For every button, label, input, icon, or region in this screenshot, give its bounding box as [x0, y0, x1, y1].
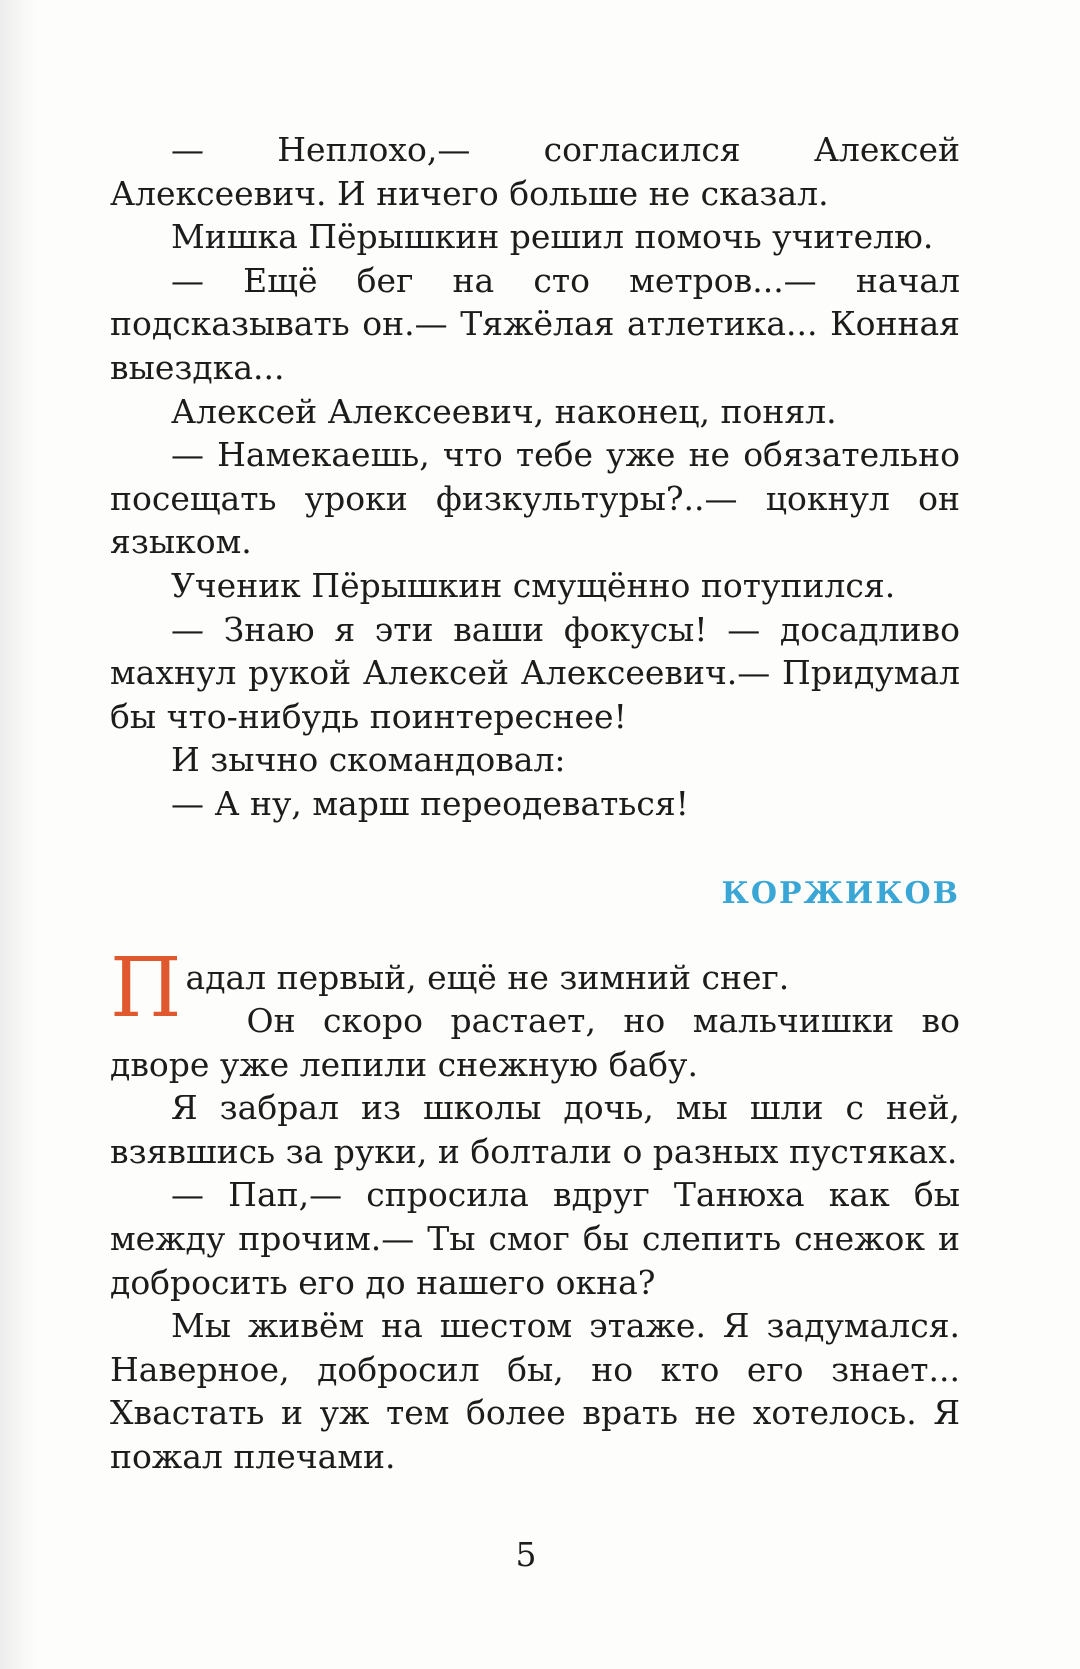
paragraph: Мишка Пёрышкин решил помочь учителю.: [171, 217, 934, 257]
paragraph: Я забрал из школы дочь, мы шли с ней, взявшись за руки, и болтали о разных пустяках.: [110, 1088, 960, 1171]
first-paragraph-text: адал первый, ещё не зимний снег.: [185, 957, 790, 997]
paragraph: — Ещё бег на сто метров...— начал подсказывать он.— Тяжёлая атлетика... Конная выездка...: [110, 260, 960, 387]
paragraph: — А ну, марш переодеваться!: [171, 783, 689, 823]
paragraph: Алексей Алексеевич, наконец, понял.: [171, 391, 837, 431]
paragraph: — Намекаешь, что тебе уже не обязательно посещать уроки физкультуры?..— цокнул он языком.: [110, 435, 960, 562]
chapter-title: КОРЖИКОВ: [721, 875, 960, 911]
page-number: 5: [515, 1535, 537, 1574]
paragraph: Ученик Пёрышкин смущённо потупился.: [171, 565, 896, 605]
paragraph: — Неплохо,— согласился Алексей Алексеевич. И ничего больше не сказал.: [110, 130, 960, 213]
first-paragraph: [110, 940, 960, 1036]
page-text: [110, 128, 960, 1479]
paragraph: — Знаю я эти ваши фокусы! — досадливо махнул рукой Алексей Алексеевич.— Придумал бы что-нибудь поинтереснее!: [110, 609, 960, 736]
spine-shadow: [0, 0, 38, 1669]
drop-cap: П: [110, 940, 182, 1036]
paragraph: Он скоро растает, но мальчишки во дворе уже лепили снежную бабу.: [110, 1001, 960, 1084]
paragraph: — Пап,— спросила вдруг Танюха как бы между прочим.— Ты смог бы слепить снежок и добросить его до нашего окна?: [110, 1175, 960, 1302]
paragraph: Мы живём на шестом этаже. Я задумался. Наверное, добросил бы, но кто его знает... Хвастать и уж тем более врать не хотелось. Я пожал плечами.: [110, 1306, 960, 1477]
paragraph: И зычно скомандовал:: [171, 740, 566, 780]
